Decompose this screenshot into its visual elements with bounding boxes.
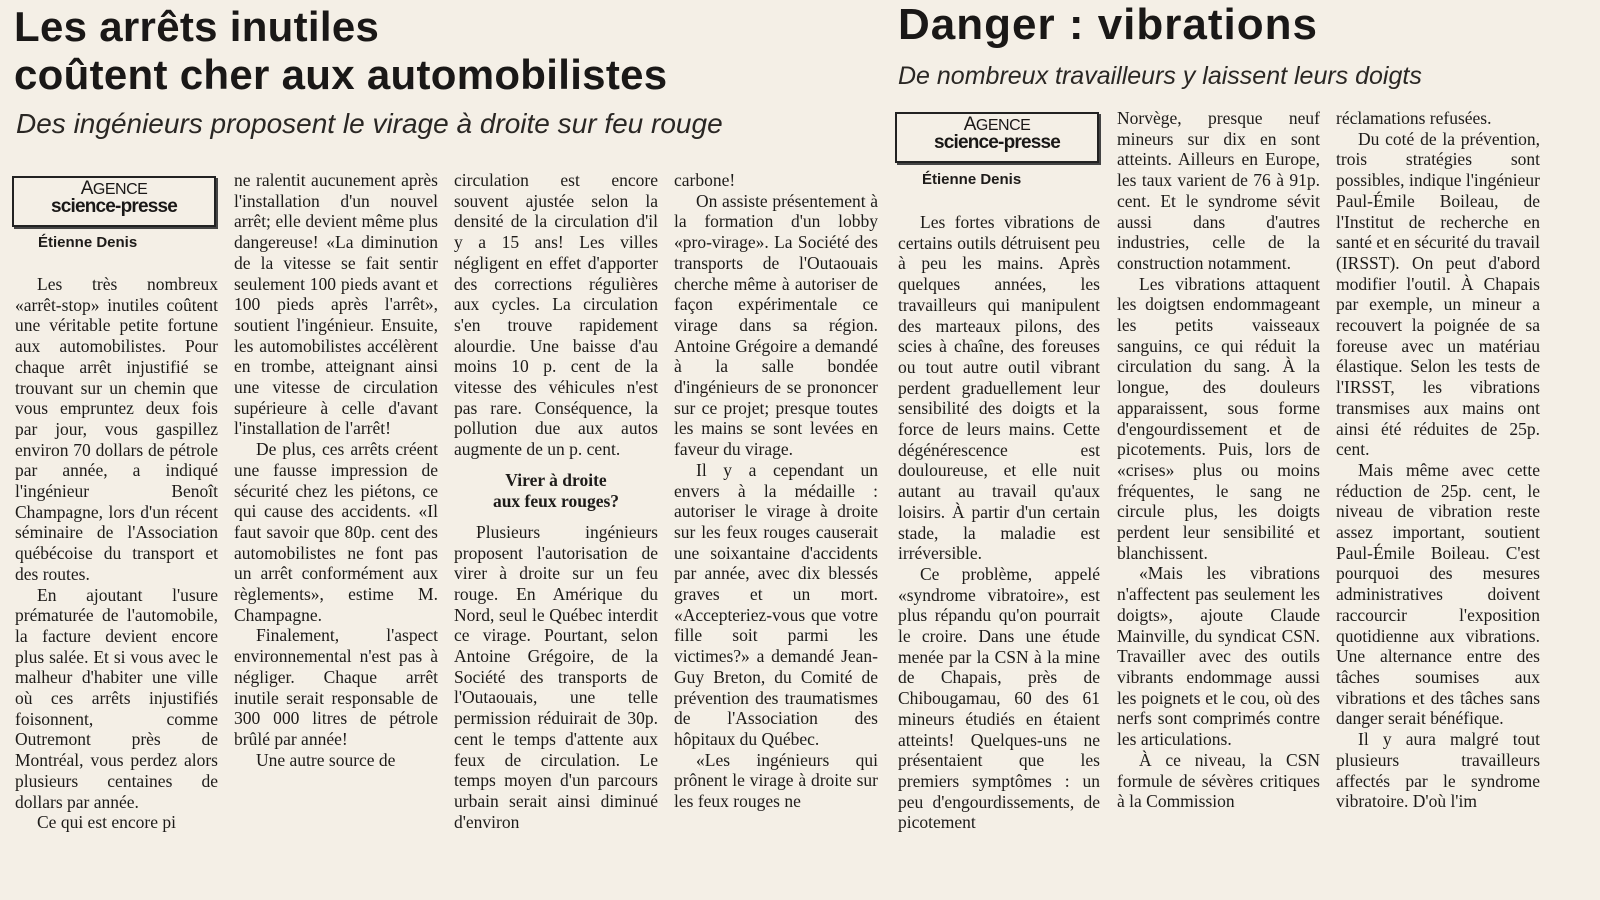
article2-column-1	[898, 212, 1100, 900]
article1-deck: Des ingénieurs proposent le virage à droite sur feu rouge	[16, 108, 723, 139]
paragraph: carbone!	[674, 170, 736, 190]
article1-column-1	[15, 274, 218, 900]
article1-column-4	[674, 170, 878, 900]
article2-deck: De nombreux travailleurs y laissent leurs doigts	[898, 62, 1422, 90]
logo-cap-letter: A	[963, 114, 976, 135]
article1-title-line1: Les arrêts inutiles	[14, 3, 380, 50]
paragraph: Les très nombreux «arrêt-stop» inutiles coûtent une véritable petite fortune aux automobilistes. Pour chaque arrêt injustifié se trouvant sur un chemin que vous empruntez deux fois par jour, vous gaspillez environ 70 dollars de pétrole par année, a indiqué l'ingénieur Benoît Champagne, lors d'un récent séminaire de l'Association québécoise du transport et des routes.	[15, 274, 218, 584]
paragraph: Du coté de la prévention, trois stratégies sont possibles, indique l'ingénieur Paul-Émile Boileau, de l'Institut de recherche en santé et en sécurité du travail (IRSST). On peut d'abord modifier l'outil. À Chapais par exemple, un mineur a recouvert la poignée de sa foreuse avec un matériau élastique. Selon les tests de l'IRSST, les vibrations transmises aux mains ont ainsi été réduites de 25p. cent.	[1336, 128, 1540, 460]
logo-line2: science-presse	[50, 196, 178, 217]
paragraph: «Mais les vibrations n'affectent pas seulement les doigts», ajoute Claude Mainville, du syndicat CSN. Travailler avec des outils vibrants endommage aussi les poignets et le cou, où des nerfs sont comprimés contre les articulations.	[1117, 563, 1320, 750]
article1-title-line2: coûtent cher aux automobilistes	[14, 51, 668, 98]
subhead-line2: aux feux rouges?	[492, 490, 620, 511]
paragraph: Plusieurs ingénieurs proposent l'autorisation de virer à droite sur un feu rouge. En Amérique du Nord, seul le Québec interdit ce virage. Pourtant, selon Antoine Grégoire, de la Société des transports de l'Outaouais, une telle permission réduirait de 30p. cent le temps d'attente aux feux de circulation. Le temps moyen d'un parcours urbain serait ainsi diminué d'environ	[454, 521, 658, 832]
paragraph: Ce problème, appelé «syndrome vibratoire», est plus répandu qu'on pourrait le croire. Dans une étude menée par la CSN à la mine de Chapais, près de Chibougamau, 60 des 61 mineurs étudiés en étaient atteints! Quelques-uns ne présentaient que les premiers symptômes : un peu d'engourdissements, de picotement	[898, 563, 1100, 833]
article1-subhead	[454, 470, 658, 512]
paragraph: Une autre source de	[256, 749, 396, 770]
article2-title: Danger : vibrations	[898, 0, 1318, 49]
paragraph: réclamations refusées.	[1336, 108, 1492, 128]
subhead-line1: Virer à droite	[505, 469, 607, 490]
paragraph: Il y a cependant un envers à la médaille : autoriser le virage à droite sur les feux rouges causerait une soixantaine d'accidents par année, avec dix blessés graves et un mort. «Accepteriez-vous que votre fille soit parmi les victimes?» a demandé Jean-Guy Breton, du Comité de prévention des traumatismes de l'Association des hôpitaux du Québec.	[674, 459, 878, 749]
paragraph: On assiste présentement à la formation d'un lobby «pro-virage». La Société des transports de l'Outaouais cherche même à autoriser de façon expérimentale ce virage dans sa région. Antoine Grégoire a demandé à la salle bondée d'ingénieurs de se prononcer sur ce projet; presque toutes les mains se sont levées en faveur du virage.	[674, 190, 878, 460]
paragraph: En ajoutant l'usure prématurée de l'automobile, la facture devient encore plus salée. Et si vous avec le malheur d'habiter une ville où ces arrêts injustifiés foisonnent, comme Outremont près de Montréal, vous perdez alors plusieurs centaines de dollars par année.	[15, 584, 218, 812]
logo-cap-letter: A	[80, 178, 93, 199]
paragraph: Norvège, presque neuf mineurs sur dix en sont atteints. Ailleurs en Europe, les taux varient de 76 à 91p. cent. Et le syndrome sévit aussi dans d'autres industries, celle de la construction notamment.	[1117, 108, 1320, 273]
paragraph: De plus, ces arrêts créent une fausse impression de sécurité chez les piétons, ce qui cause des accidents. «Il faut savoir que 80p. cent des automobilistes ne font pas un arrêt conformément aux règlements», estime M. Champagne.	[234, 439, 438, 625]
paragraph: À ce niveau, la CSN formule de sévères critiques à la Commission	[1117, 749, 1320, 812]
article1-byline: Étienne Denis	[38, 234, 138, 251]
article2-column-2	[1117, 108, 1320, 900]
paragraph: ne ralentit aucunement après l'installation d'un nouvel arrêt; elle devient même plus dangereuse! «La diminution de la vitesse se fait sentir seulement 100 pieds avant et 100 pieds après l'arrêt», soutient l'ingénieur. Ensuite, les automobilistes accélèrent en trombe, atteignant ainsi une vitesse de circulation supérieure à celle d'avant l'installation de l'arrêt!	[234, 170, 438, 439]
logo-line1: GENCE	[92, 181, 148, 198]
agence-science-presse-logo	[12, 176, 216, 227]
paragraph: Ce qui est encore pi	[37, 812, 176, 833]
paragraph: circulation est encore souvent ajustée selon la densité de la circulation d'il y a 15 ans! Les villes négligent en effet d'apporter des corrections régulières aux cycles. La circulation s'en trouve rapidement alourdie. Une baisse d'au moins 10 p. cent de la vitesse des véhicules n'est pas rare. Conséquence, la pollution due aux autos augmente de un p. cent.	[454, 170, 658, 460]
paragraph: Il y aura malgré tout plusieurs travailleurs affectés par le syndrome vibratoire. D'où l'im	[1336, 729, 1540, 812]
paragraph: Les vibrations attaquent les doigtsen endommageant les petits vaisseaux sanguins, ce qui réduit la circulation du sang. À la longue, des douleurs apparaissent, sous forme d'engourdissement et de picotements. Puis, lors de «crises» plus ou moins fréquentes, le sang ne circule plus, les doigts perdent leur sensibilité et blanchissent.	[1117, 273, 1320, 563]
logo-line1: GENCE	[975, 117, 1031, 134]
article1-column-2	[234, 170, 438, 900]
paragraph: «Les ingénieurs qui prônent le virage à droite sur les feux rouges ne	[674, 749, 878, 812]
paragraph: Finalement, l'aspect environnemental n'est pas à négliger. Chaque arrêt inutile serait responsable de 300 000 litres de pétrole brûlé par année!	[234, 625, 438, 749]
agence-science-presse-logo	[895, 112, 1099, 163]
article2-column-3	[1336, 108, 1540, 900]
article2-byline: Étienne Denis	[922, 171, 1022, 188]
article1-column-3	[454, 170, 658, 900]
paragraph: Mais même avec cette réduction de 25p. cent, le niveau de vibration reste assez important, soutient Paul-Émile Boileau. C'est pourquoi des mesures administratives doivent raccourcir l'exposition quotidienne aux vibrations. Une alternance entre des tâches soumises aux vibrations et des tâches sans danger serait bénéfique.	[1336, 459, 1540, 729]
paragraph: Les fortes vibrations de certains outils détruisent peu à peu les mains. Après quelques années, les travailleurs qui manipulent des marteaux pilons, des scies à chaîne, des foreuses ou tout autre outil vibrant perdent graduellement leur sensibilité des doigts et la force de leurs mains. Cette dégénérescence est douloureuse, et elle nuit autant au travail qu'aux loisirs. À partir d'un certain stade, la maladie est irréversible.	[898, 212, 1100, 564]
logo-line2: science-presse	[933, 132, 1061, 153]
